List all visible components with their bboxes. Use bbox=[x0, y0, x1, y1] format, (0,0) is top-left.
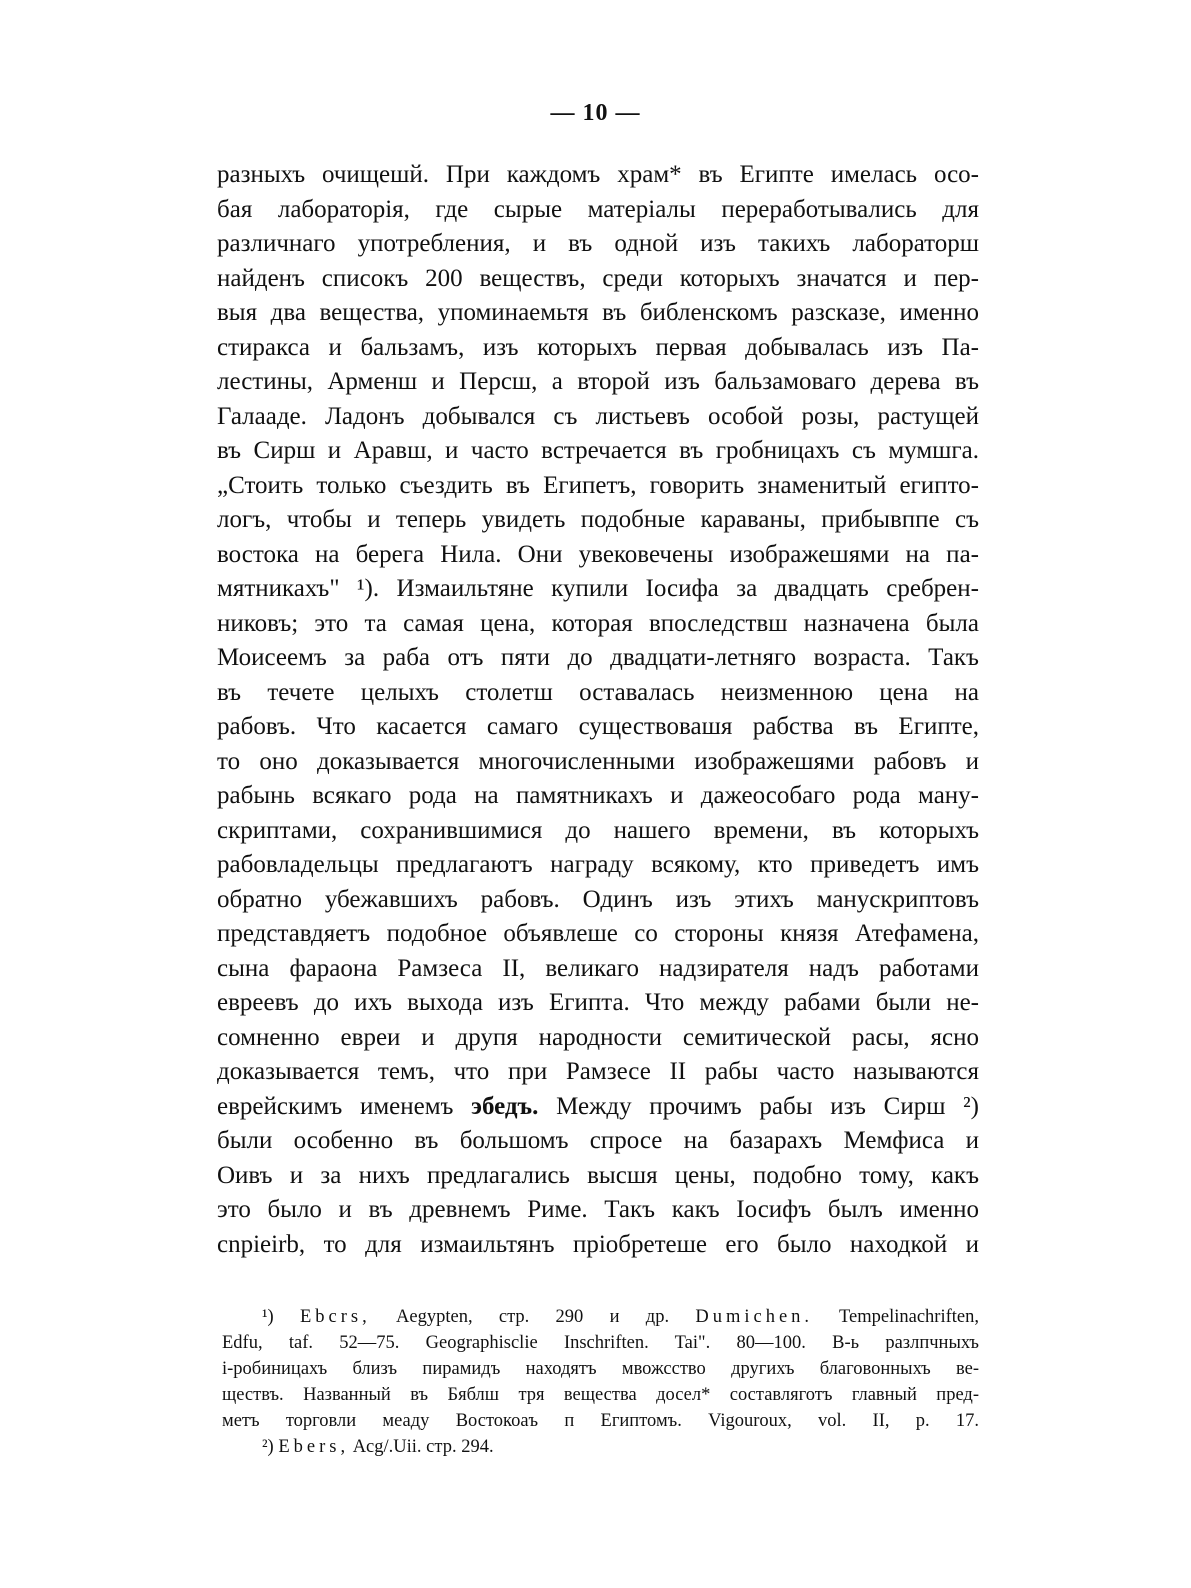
text-line: cnpieirb, то для измаильтянъ пріобретеше его было находкой и bbox=[217, 1230, 979, 1258]
footnote-text: Tempelinachriften, bbox=[813, 1307, 979, 1327]
text-line: доказывается темъ, что при Рамзесе II рабы часто называются bbox=[217, 1058, 979, 1085]
footnote-author: Dumichen. bbox=[695, 1307, 814, 1327]
footnote-text: Acg/.Uii. стр. 294. bbox=[349, 1437, 494, 1457]
text-line: стиракса и бальзамъ, изъ которыхъ первая добывалась изъ Па- bbox=[217, 333, 979, 361]
text-line: сына фараона Рамзеса II, великаго надзирателя надъ работами bbox=[217, 954, 979, 982]
text-line: въ течете целыхъ столетш оставалась неизменною цена на bbox=[217, 678, 979, 706]
text-line: разныхъ очищешй. При каждомъ храм* въ Египте имелась осо- bbox=[217, 161, 979, 188]
text-line: Оивъ и за нихъ предлагались высшя цены, подобно тому, какъ bbox=[217, 1161, 979, 1189]
text-line: въ Сирш и Аравш, и часто встречается въ гробницахъ съ мумшга. bbox=[217, 437, 979, 464]
text-line: рабынь всякаго рода на памятникахъ и дажеособаго рода ману- bbox=[217, 782, 979, 809]
footnote-2 bbox=[222, 1434, 979, 1460]
text-line: логъ, чтобы и теперь увидеть подобные караваны, прибывппе съ bbox=[217, 506, 979, 533]
text-line: евреевъ до ихъ выхода изъ Египта. Что между рабами были не- bbox=[217, 989, 979, 1016]
text-line: то оно доказывается многочисленными изображешями рабовъ и bbox=[217, 747, 979, 775]
text-line: рабовъ. Что касается самаго существовашя рабства въ Египте, bbox=[217, 713, 979, 740]
text-line: Галааде. Ладонъ добывался съ листьевъ особой розы, растущей bbox=[217, 402, 979, 430]
text-line: бая лабораторія, где сырые матеріалы переработывались для bbox=[217, 195, 979, 223]
text-line: представдяетъ подобное объявлеше со стороны князя Атефамена, bbox=[217, 920, 979, 947]
footnote-line: ществъ. Названный въ Бяблш тря вещества досел* составляготъ главный пред- bbox=[222, 1385, 979, 1405]
text-line: различнаго употребления, и въ одной изъ такихъ лабораторш bbox=[217, 230, 979, 257]
text-line: востока на берега Нила. Они увековечены изображешями на па- bbox=[217, 540, 979, 568]
text-line: Моисеемъ за раба отъ пяти до двадцати-летняго возраста. Такъ bbox=[217, 644, 979, 671]
footnote-marker: ¹) bbox=[262, 1307, 300, 1327]
emphasized-word: эбедъ. bbox=[471, 1092, 539, 1120]
text-line: были особенно въ большомъ спросе на базарахъ Мемфиса и bbox=[217, 1127, 979, 1154]
text-line: мятникахъ" ¹). Измаильтяне купили Іосифа за двадцать сребрен- bbox=[217, 575, 979, 602]
footnote-1 bbox=[222, 1304, 979, 1330]
page-number: — 10 — bbox=[550, 100, 641, 126]
footnote-line: і-робиницахъ близъ пирамидъ находятъ мвожсство другихъ благовонныхъ ве- bbox=[222, 1359, 979, 1379]
text-line bbox=[217, 1090, 979, 1125]
footnote-line: Edfu, taf. 52—75. Geographisclie Inschriften. Tai". 80—100. В-ь разлпчныхъ bbox=[222, 1333, 979, 1353]
text-line: выя два вещества, упоминаемьтя въ библенскомъ разсказе, именно bbox=[217, 299, 979, 326]
text-segment: еврейскимъ именемъ bbox=[217, 1092, 472, 1120]
text-line: никовъ; это та самая цена, которая впоследствш назначена была bbox=[217, 609, 979, 637]
text-line: обратно убежавшихъ рабовъ. Одинъ изъ этихъ манускриптовъ bbox=[217, 885, 979, 913]
text-line: сомненно евреи и друпя народности семитической расы, ясно bbox=[217, 1023, 979, 1051]
text-line: это было и въ древнемъ Риме. Такъ какъ Іосифъ былъ именно bbox=[217, 1196, 979, 1223]
footnote-author: Ebcrs, bbox=[300, 1307, 371, 1327]
footnote-text: Aegypten, стр. 290 и др. bbox=[370, 1307, 696, 1327]
main-text bbox=[217, 158, 979, 1262]
text-line: скриптами, сохранившимися до нашего времени, въ которыхъ bbox=[217, 816, 979, 844]
footnotes bbox=[222, 1304, 979, 1460]
text-line: найденъ списокъ 200 веществъ, среди которыхъ значатся и пер- bbox=[217, 264, 979, 292]
text-segment: Между прочимъ рабы изъ Сирш ²) bbox=[538, 1092, 979, 1120]
text-line: лестины, Арменш и Персш, а второй изъ бальзамоваго дерева въ bbox=[217, 368, 979, 395]
text-line: „Стоить только съездить въ Египетъ, говорить знаменитый египто- bbox=[217, 471, 979, 499]
footnote-marker: ²) bbox=[262, 1437, 279, 1457]
footnote-author: Ebers, bbox=[278, 1437, 350, 1457]
footnote-line: метъ торговли меаду Востокоаъ п Египтомъ. Vigouroux, vol. II, p. 17. bbox=[222, 1411, 979, 1431]
text-line: рабовладельцы предлагаютъ награду всякому, кто приведетъ имъ bbox=[217, 851, 979, 878]
